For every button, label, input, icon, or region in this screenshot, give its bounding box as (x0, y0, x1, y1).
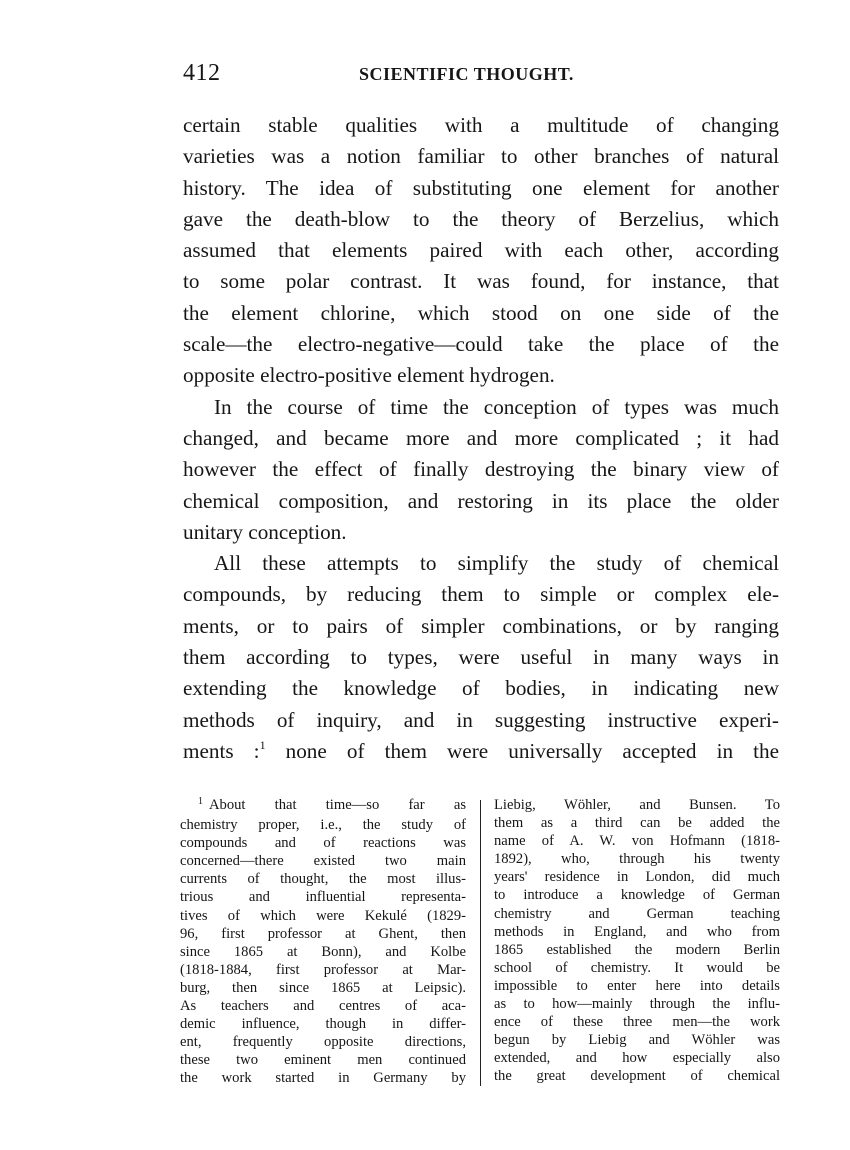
main-text (183, 110, 779, 770)
footnote-line: tives of which were Kekulé (1829- (180, 907, 466, 924)
text-line-suffix: none of them were universally accepted in the (265, 738, 780, 763)
footnote-line: Liebig, Wöhler, and Bunsen. To (494, 797, 780, 813)
footnote-line: since 1865 at Bonn), and Kolbe (180, 943, 466, 960)
footnote-line-text: About that time—so far as (209, 797, 466, 813)
footnote-line: extended, and how especially also (494, 1050, 780, 1067)
footnote-line: 1892), who, through his twenty (494, 851, 780, 868)
footnote-line: (1818-1884, first professor at Mar- (180, 961, 466, 978)
paragraph-1 (183, 110, 779, 392)
page-header (183, 58, 779, 90)
footnote-line: years' residence in London, did much (494, 869, 780, 886)
text-line: ments, or to pairs of simpler combinations, or by ranging (183, 613, 779, 638)
text-line: All these attempts to simplify the study of chemical (214, 551, 779, 576)
footnote-line: trious and influential representa- (180, 889, 466, 906)
text-line: the element chlorine, which stood on one side of the (183, 300, 779, 325)
paragraph-2 (183, 392, 779, 548)
footnote-line: chemistry proper, i.e., the study of (180, 817, 466, 834)
running-title: SCIENTIFIC THOUGHT. (359, 64, 574, 84)
footnote-line: 1865 established the modern Berlin (494, 941, 780, 958)
text-line: history. The idea of substituting one element for another (183, 175, 779, 200)
footnote-line: ence of these three men—the work (494, 1014, 780, 1031)
text-line: however the effect of finally destroying the binary view of (183, 457, 779, 482)
footnote-line: these two eminent men continued (180, 1052, 466, 1069)
footnote-line: name of A. W. von Hofmann (1818- (494, 833, 780, 850)
footnote-line: to introduce a knowledge of German (494, 887, 780, 904)
text-line: compounds, by reducing them to simple or complex ele- (183, 582, 779, 607)
text-line (183, 736, 779, 770)
footnote-line: ent, frequently opposite directions, (180, 1034, 466, 1051)
footnote-reference[interactable]: 1 (259, 737, 266, 752)
footnote-column-left (180, 796, 466, 1088)
footnote-line: school of chemistry. It would be (494, 959, 780, 976)
text-line: scale—the electro-negative—could take the place of the (183, 332, 779, 357)
footnote-marker: 1 (198, 796, 203, 807)
text-line: opposite electro-positive element hydrogen. (183, 363, 555, 388)
footnote-area (180, 796, 780, 1091)
paragraph-3 (183, 548, 779, 770)
footnote-line: compounds and of reactions was (180, 835, 466, 852)
footnote-line: currents of thought, the most illus- (180, 871, 466, 888)
text-line: them according to types, were useful in many ways in (183, 645, 779, 670)
column-divider (480, 800, 481, 1086)
footnote-line: impossible to enter here into details (494, 977, 780, 994)
footnote-line: concerned—there existed two main (180, 853, 466, 870)
footnote-line: them as a third can be added the (494, 815, 780, 832)
text-line: In the course of time the conception of types was much (214, 394, 779, 419)
text-line: to some polar contrast. It was found, for instance, that (183, 269, 779, 294)
page-number: 412 (183, 60, 221, 86)
footnote-line: burg, then since 1865 at Leipsic). (180, 979, 466, 996)
footnote-line: chemistry and German teaching (494, 905, 780, 922)
text-line: varieties was a notion familiar to other branches of natural (183, 144, 779, 169)
footnote-line: As teachers and centres of aca- (180, 998, 466, 1015)
text-line: unitary conception. (183, 519, 347, 544)
text-line: gave the death-blow to the theory of Berzelius, which (183, 206, 779, 231)
footnote-line (180, 796, 466, 816)
text-line: extending the knowledge of bodies, in indicating new (183, 676, 779, 701)
text-line: changed, and became more and more complicated ; it had (183, 425, 779, 450)
footnote-line: the great development of chemical (494, 1068, 780, 1085)
text-line: methods of inquiry, and in suggesting instructive experi- (183, 707, 779, 732)
footnote-line: begun by Liebig and Wöhler was (494, 1032, 780, 1049)
text-line: certain stable qualities with a multitude of changing (183, 113, 779, 137)
footnote-line: 96, first professor at Ghent, then (180, 925, 466, 942)
footnote-line: demic influence, though in differ- (180, 1016, 466, 1033)
footnote-line: as to how—mainly through the influ- (494, 996, 780, 1013)
footnote-line: methods in England, and who from (494, 923, 780, 940)
footnote-line: the work started in Germany by (180, 1070, 466, 1087)
footnote-column-right (494, 796, 780, 1086)
text-line: assumed that elements paired with each other, according (183, 238, 779, 263)
text-line-prefix: ments : (183, 738, 260, 763)
text-line: chemical composition, and restoring in its place the older (183, 488, 779, 513)
